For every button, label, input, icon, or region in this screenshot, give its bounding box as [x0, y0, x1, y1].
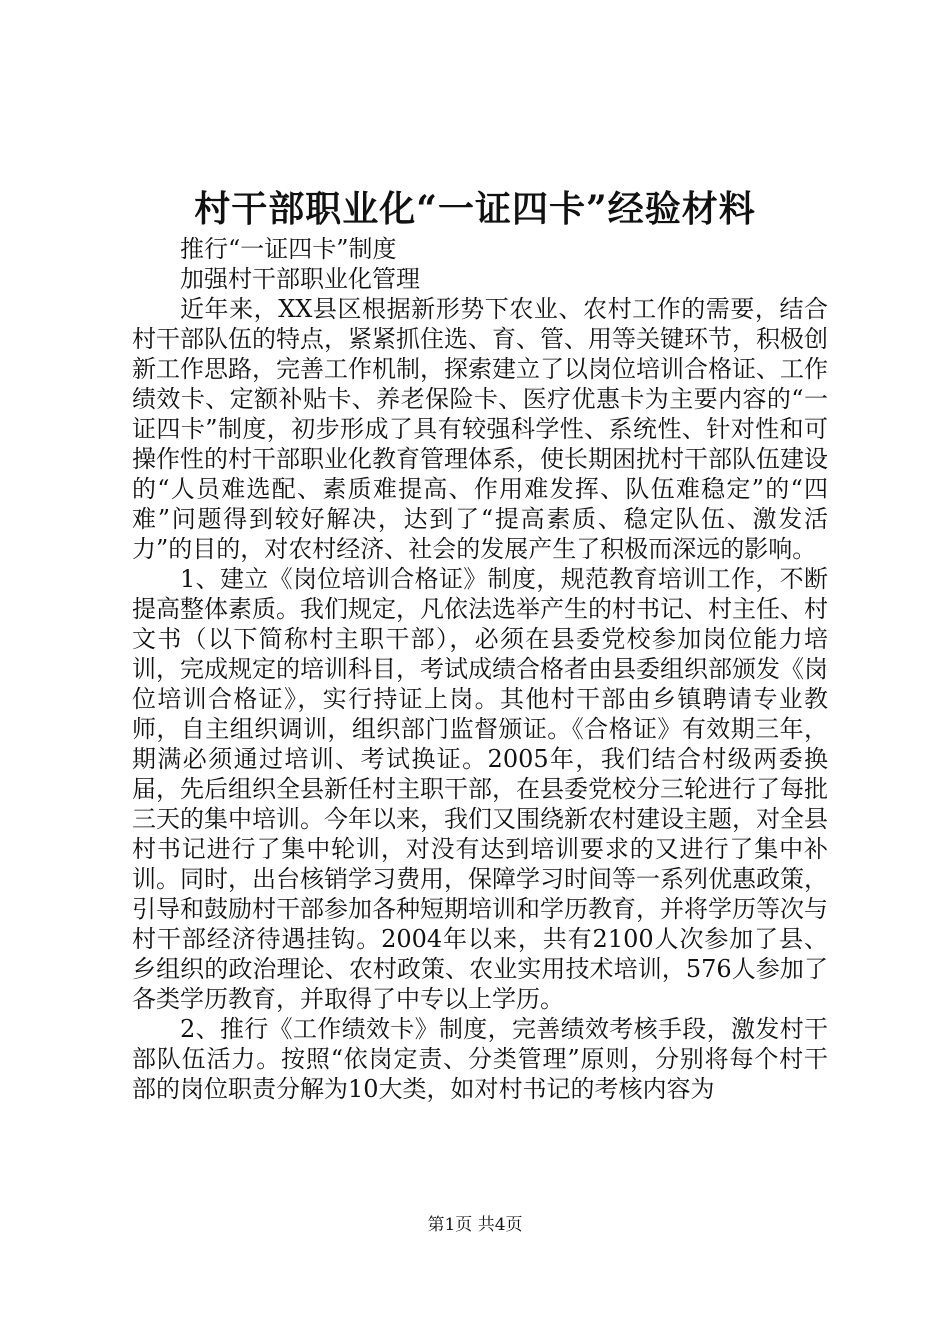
- subheading-line-2: 加强村干部职业化管理: [180, 265, 420, 293]
- document-title: 村干部职业化“一证四卡”经验材料: [194, 188, 756, 230]
- subheading-line-1: 推行“一证四卡”制度: [180, 235, 397, 263]
- document-body: [132, 234, 828, 1104]
- paragraph-intro: 近年来，XX县区根据新形势下农业、农村工作的需要，结合村干部队伍的特点，紧紧抓住选、育、管、用等关键环节，积极创新工作思路，完善工作机制，探索建立了以岗位培训合格证、工作绩效卡、定额补贴卡、养老保险卡、医疗优惠卡为主要内容的“一证四卡”制度，初步形成了具有较强科学性、系统性、针对性和可操作性的村干部职业化教育管理体系，使长期困扰村干部队伍建设的“人员难选配、素质难提高、作用难发挥、队伍难稳定”的“四难”问题得到较好解决，达到了“提高素质、稳定队伍、激发活力”的目的，对农村经济、社会的发展产生了积极而深远的影响。: [132, 295, 828, 563]
- paragraph-section-1: 1、建立《岗位培训合格证》制度，规范教育培训工作，不断提高整体素质。我们规定，凡依法选举产生的村书记、村主任、村文书（以下简称村主职干部），必须在县委党校参加岗位能力培训，完成规定的培训科目，考试成绩合格者由县委组织部颁发《岗位培训合格证》，实行持证上岗。其他村干部由乡镇聘请专业教师，自主组织调训，组织部门监督颁证。《合格证》有效期三年，期满必须通过培训、考试换证。2005年，我们结合村级两委换届，先后组织全县新任村主职干部，在县委党校分三轮进行了每批三天的集中培训。今年以来，我们又围绕新农村建设主题，对全县村书记进行了集中轮训，对没有达到培训要求的又进行了集中补训。同时，出台核销学习费用，保障学习时间等一系列优惠政策，引导和鼓励村干部参加各种短期培训和学历教育，并将学历等次与村干部经济待遇挂钩。2004年以来，共有2100人次参加了县、乡组织的政治理论、农村政策、农业实用技术培训，576人参加了各类学历教育，并取得了中专以上学历。: [132, 565, 828, 1013]
- paragraph-section-2: 2、推行《工作绩效卡》制度，完善绩效考核手段，激发村干部队伍活力。按照“依岗定责、分类管理”原则，分别将每个村干部的岗位职责分解为10大类，如对村书记的考核内容为: [132, 1015, 828, 1103]
- page-footer: 第1页 共4页: [427, 1215, 523, 1235]
